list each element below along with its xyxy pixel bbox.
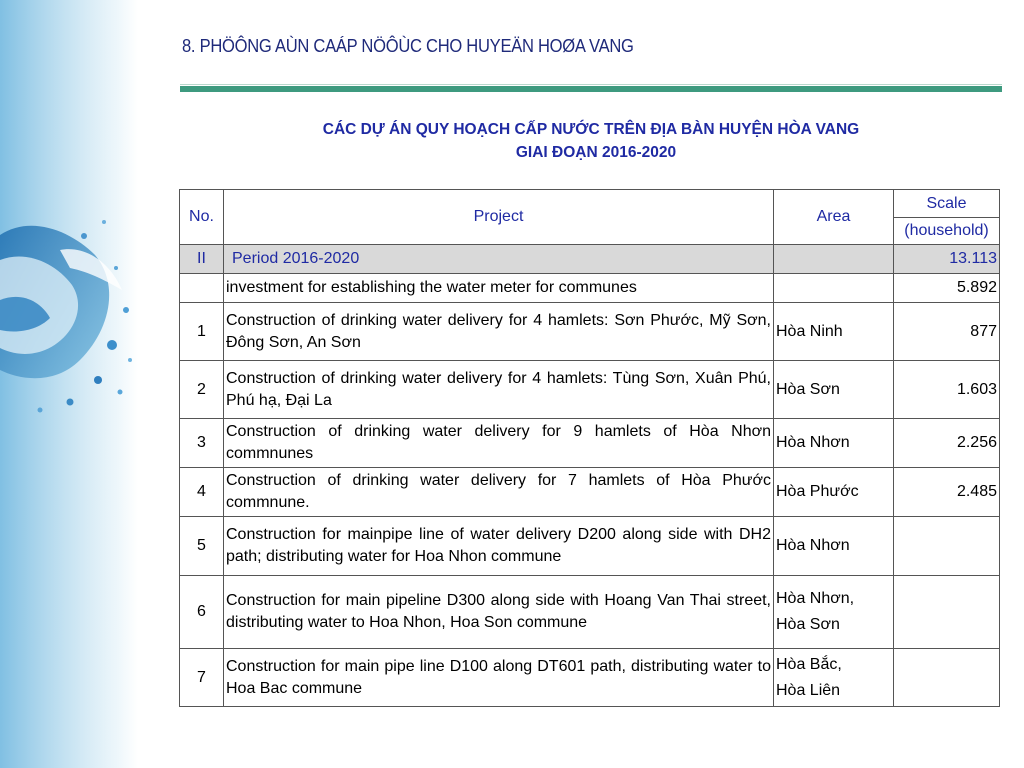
row-area: Hòa Nhơn [774, 419, 894, 468]
water-splash-image [0, 0, 138, 768]
heading-line-1: CÁC DỰ ÁN QUY HOẠCH CẤP NƯỚC TRÊN ĐỊA BÀN HUYỆN HÒA VANG [322, 121, 860, 138]
row-no: 5 [180, 517, 224, 576]
row-no: 2 [180, 361, 224, 419]
table-header-row [180, 190, 1000, 218]
header-area: Area [774, 190, 894, 245]
table-heading [180, 118, 1002, 164]
row-area [774, 649, 894, 707]
row-project: Construction of drinking water delivery for 9 hamlets of Hòa Nhơn commnunes [224, 419, 774, 468]
table-row [180, 576, 1000, 649]
row-project: Construction for mainpipe line of water delivery D200 along side with DH2 path; distributing water for Hoa Nhon commune [224, 517, 774, 576]
table-row [180, 517, 1000, 576]
period-no: II [180, 245, 224, 274]
row-area [774, 274, 894, 303]
row-scale: 2.485 [894, 468, 1000, 517]
row-area-line-2: Hòa Sơn [776, 616, 840, 633]
row-area: Hòa Sơn [774, 361, 894, 419]
row-scale [894, 517, 1000, 576]
row-area: Hòa Nhơn [774, 517, 894, 576]
row-area: Hòa Phước [774, 468, 894, 517]
row-no: 7 [180, 649, 224, 707]
table-row [180, 274, 1000, 303]
table-row [180, 419, 1000, 468]
title-divider-thin [180, 84, 1002, 85]
row-project: Construction of drinking water delivery for 7 hamlets of Hòa Phước commnune. [224, 468, 774, 517]
row-project: Construction of drinking water delivery for 4 hamlets: Sơn Phước, Mỹ Sơn, Đông Sơn, An Sơn [224, 303, 774, 361]
row-no: 6 [180, 576, 224, 649]
row-no: 3 [180, 419, 224, 468]
header-scale: Scale [894, 190, 1000, 218]
period-row [180, 245, 1000, 274]
table-row [180, 303, 1000, 361]
row-project: Construction for main pipe line D100 along DT601 path, distributing water to Hoa Bac commune [224, 649, 774, 707]
row-no: 1 [180, 303, 224, 361]
title-divider [180, 86, 1002, 92]
period-scale: 13.113 [894, 245, 1000, 274]
row-scale [894, 576, 1000, 649]
row-project: Construction of drinking water delivery for 4 hamlets: Tùng Sơn, Xuân Phú, Phú hạ, Đại La [224, 361, 774, 419]
row-area [774, 576, 894, 649]
row-project: Construction for main pipeline D300 along side with Hoang Van Thai street, distributing water to Hoa Nhon, Hoa Son commune [224, 576, 774, 649]
row-area-line-1: Hòa Nhơn, [776, 590, 855, 607]
row-scale [894, 649, 1000, 707]
heading-line-2: GIAI ĐOẠN 2016-2020 [515, 144, 677, 161]
row-no [180, 274, 224, 303]
row-project: investment for establishing the water meter for communes [224, 274, 774, 303]
period-label: Period 2016-2020 [224, 245, 774, 274]
row-scale: 877 [894, 303, 1000, 361]
row-no: 4 [180, 468, 224, 517]
row-scale: 5.892 [894, 274, 1000, 303]
row-area-line-2: Hòa Liên [776, 681, 841, 699]
header-project: Project [224, 190, 774, 245]
row-scale: 2.256 [894, 419, 1000, 468]
header-no: No. [180, 190, 224, 245]
table-row [180, 468, 1000, 517]
row-area: Hòa Ninh [774, 303, 894, 361]
projects-table [179, 189, 1000, 707]
table-row [180, 649, 1000, 707]
row-scale: 1.603 [894, 361, 1000, 419]
row-area-line-1: Hòa Bắc, [776, 655, 842, 673]
header-scale-unit: (household) [894, 218, 1000, 245]
period-area [774, 245, 894, 274]
slide-title: 8. PHÖÔNG AÙN CAÁP NÖÔÙC CHO HUYEÄN HOØA VANG [182, 36, 634, 56]
table-row [180, 361, 1000, 419]
